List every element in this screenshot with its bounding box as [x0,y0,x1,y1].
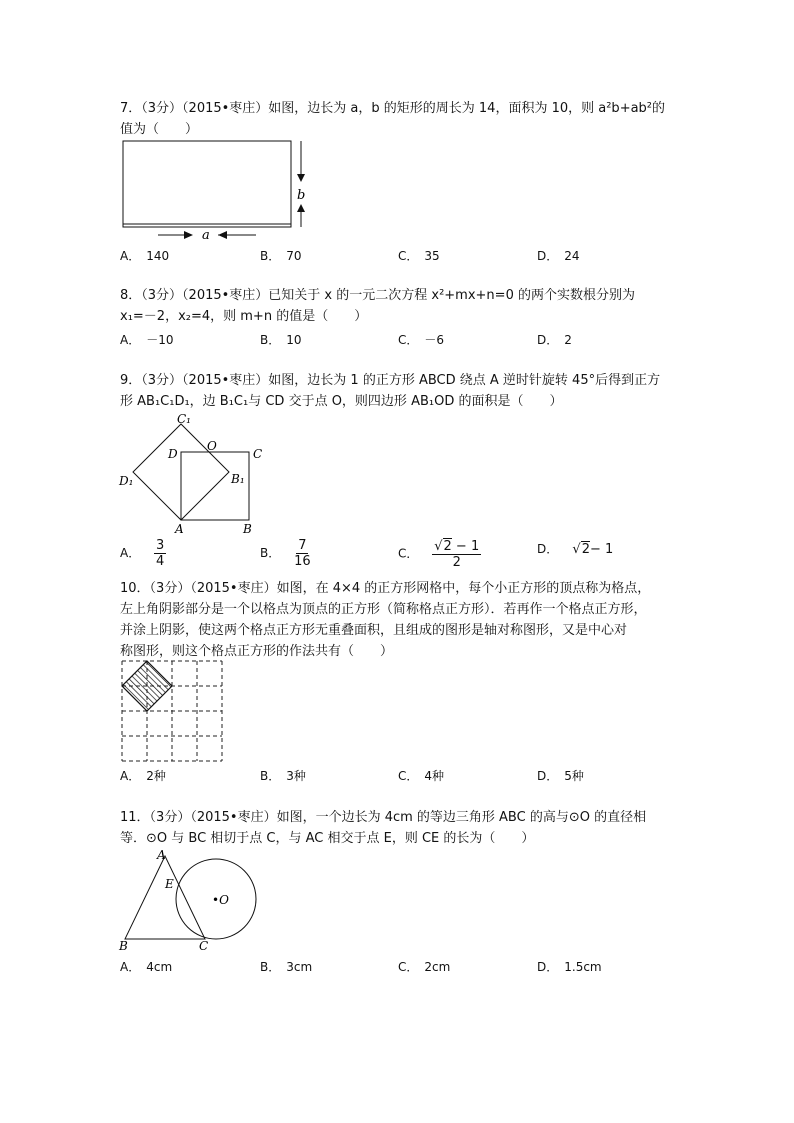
question-7 [120,98,680,140]
triangle-circle-figure [115,846,275,956]
q9-option-c[interactable]: C． $\frac{√2 - 1}{2}$ [398,539,480,570]
q9-c-radicand: 2 [443,539,452,554]
q9-option-b-prefix: B． [260,546,281,560]
label-d1: D₁ [119,474,134,488]
rotated-square-figure [115,405,275,540]
grid-figure [118,657,228,767]
q8-option-a[interactable]: A． －10 [120,333,174,347]
label-b1: B₁ [231,472,245,486]
question-10-stem-line2: 左上角阴影部分是一个以格点为顶点的正方形（简称格点正方形）．若再作一个格点正方形， [120,602,647,617]
rectangle [123,141,291,227]
question-7-stem-line1: 7．（3分）（2015•枣庄）如图，边长为 a，b 的矩形的周长为 14，面积为 10，则 a²b+ab²的 [120,101,666,116]
label-d: D [168,447,178,461]
q9-a-denominator: 4 [156,554,165,569]
q9-d-rest: − 1 [589,542,614,557]
q8-option-c[interactable]: C． －6 [398,333,445,347]
label-c: C [253,447,263,461]
question-8-stem-line1: 8．（3分）（2015•枣庄）已知关于 x 的一元二次方程 x²+mx+n=0 的两个实数根分别为 [120,288,635,303]
q9-option-a-prefix: A． [120,546,141,560]
label-e: E [165,877,174,891]
question-10 [120,578,680,662]
label-a: A [157,848,166,862]
question-11-stem-line1: 11．（3分）（2015•枣庄）如图，一个边长为 4cm 的等边三角形 ABC 的高与⊙O 的直径相 [120,810,647,825]
question-11-stem-line2: 等．⊙O 与 BC 相切于点 C，与 AC 相交于点 E，则 CE 的长为（ ） [120,831,535,846]
q9-option-d[interactable]: D． √2− 1 [537,542,614,557]
shaded-square [122,661,172,711]
label-a: A [175,522,184,536]
b-arrowhead-top [297,174,305,182]
label-c1: C₁ [177,412,191,426]
q8-option-d[interactable]: D． 2 [537,333,572,347]
triangle-abc [125,856,205,939]
q9-option-a[interactable] [120,538,166,569]
question-10-stem-line1: 10．（3分）（2015•枣庄）如图，在 4×4 的正方形网格中，每个小正方形的顶点称为格点， [120,581,651,596]
question-8-stem-line2: x₁=－2，x₂=4，则 m+n 的值是（ ） [120,309,368,324]
label-o: O [207,439,217,453]
q9-option-b[interactable] [260,538,311,569]
rectangle-figure [118,136,318,246]
question-9-stem-line1: 9．（3分）（2015•枣庄）如图，边长为 1 的正方形 ABCD 绕点 A 逆时针旋转 45°后得到正方 [120,373,661,388]
q9-option-d-prefix: D． [537,542,559,556]
q11-option-b[interactable]: B． 3cm [260,960,313,974]
question-8 [120,285,680,327]
q9-d-radicand: 2 [581,542,590,557]
q10-option-d[interactable]: D． 5种 [537,769,584,783]
q11-option-c[interactable]: C． 2cm [398,960,451,974]
q9-option-c-prefix: C． [398,546,419,561]
label-b: B [243,522,252,536]
label-b: b [297,188,306,203]
label-o: •O [212,893,229,907]
label-c: C [199,939,209,953]
question-10-stem-line3: 并涂上阴影，使这两个格点正方形无重叠面积，且组成的图形是轴对称图形，又是中心对 [120,623,628,638]
q7-option-b[interactable]: B． 70 [260,249,302,263]
label-a: a [202,228,210,243]
q7-option-a[interactable]: A． 140 [120,249,170,263]
b-arrowhead-bottom [297,204,305,212]
q9-b-denominator: 16 [294,554,311,569]
question-7-stem-line2: 值为（ ） [120,122,199,137]
question-11 [120,807,680,849]
question-10-stem-line4: 称图形，则这个格点正方形的作法共有（ ） [120,644,394,659]
q10-option-c[interactable]: C． 4种 [398,769,445,783]
a-arrowhead-right [218,231,227,239]
q11-option-d[interactable]: D． 1.5cm [537,960,602,974]
q9-c-rest: − 1 [451,539,480,554]
q8-option-b[interactable]: B． 10 [260,333,302,347]
q10-option-a[interactable]: A． 2种 [120,769,166,783]
q10-option-b[interactable]: B． 3种 [260,769,306,783]
q9-b-numerator: 7 [298,538,307,553]
q7-option-c[interactable]: C． 35 [398,249,440,263]
label-b: B [119,939,128,953]
q9-a-numerator: 3 [156,538,165,553]
q7-option-d[interactable]: D． 24 [537,249,580,263]
q9-c-denominator: 2 [452,555,461,570]
question-9-stem-line2: 形 AB₁C₁D₁，边 B₁C₁与 CD 交于点 O，则四边形 AB₁OD 的面积是（ ） [120,394,563,409]
a-arrowhead-left [184,231,193,239]
q11-option-a[interactable]: A． 4cm [120,960,173,974]
